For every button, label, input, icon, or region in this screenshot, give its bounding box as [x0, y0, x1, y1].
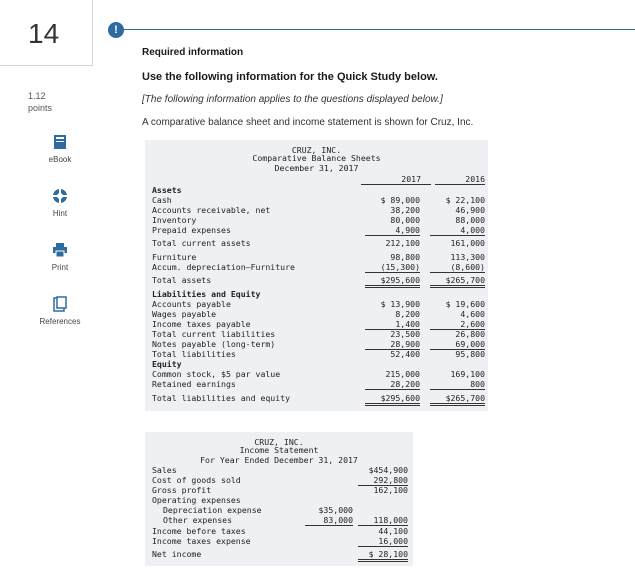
- applies-note: [The following information applies to the questions displayed below.]: [142, 94, 443, 105]
- bs-value-2016: 169,100: [450, 369, 485, 379]
- points-value: 1.12: [28, 91, 46, 101]
- is-row-label: Income before taxes: [152, 526, 246, 536]
- bs-row-label: Assets: [152, 185, 182, 195]
- bs-row-label: Cash: [152, 195, 172, 205]
- hint-button[interactable]: [24, 187, 96, 241]
- is-title: Income Statement: [239, 445, 319, 455]
- bs-value-2017: 1,400: [365, 319, 420, 330]
- bs-value-2017: 8,200: [395, 309, 420, 319]
- is-row-label: Other expenses: [163, 515, 233, 525]
- bs-value-2016: 88,000: [455, 215, 485, 225]
- bs-value-2016: 2,600: [430, 319, 485, 330]
- bs-row-label: Equity: [152, 359, 182, 369]
- ebook-label: eBook: [48, 155, 72, 164]
- is-company: CRUZ, INC.: [254, 437, 304, 447]
- bs-row-label: Total current liabilities: [152, 329, 276, 339]
- alert-icon: !: [108, 22, 124, 38]
- bs-row-label: Total assets: [152, 275, 212, 285]
- references-button[interactable]: [24, 295, 96, 349]
- is-value: 292,800: [358, 475, 408, 486]
- is-value: 118,000: [358, 515, 408, 526]
- balance-sheet: [145, 140, 488, 411]
- bs-value-2016: $ 19,600: [445, 299, 485, 309]
- is-row-label: Sales: [152, 465, 177, 475]
- bs-date: December 31, 2017: [274, 163, 359, 173]
- bs-row-label: Total liabilities: [152, 349, 236, 359]
- points-info: [28, 90, 52, 114]
- bs-col-2016: 2016: [435, 174, 485, 185]
- bs-value-2017: 212,100: [385, 238, 420, 248]
- bs-value-2016: 161,000: [450, 238, 485, 248]
- bs-value-2016: 69,000: [430, 339, 485, 350]
- income-statement: [145, 432, 413, 566]
- is-period: For Year Ended December 31, 2017: [200, 455, 358, 465]
- bs-value-2017: $295,600: [365, 275, 420, 288]
- hint-label: Hint: [52, 209, 68, 218]
- is-row-label: Cost of goods sold: [152, 475, 241, 485]
- bs-value-2017: $295,600: [365, 393, 420, 406]
- header-divider: [110, 29, 635, 30]
- bs-row-label: Accounts payable: [152, 299, 231, 309]
- bs-value-2017: 28,900: [365, 339, 420, 350]
- ebook-icon: [51, 133, 69, 151]
- bs-value-2017: 98,800: [390, 252, 420, 262]
- bs-row-label: Notes payable (long-term): [152, 339, 276, 349]
- is-row-label: Gross profit: [152, 485, 212, 495]
- bs-row-label: Common stock, $5 par value: [152, 369, 281, 379]
- bs-row-label: Liabilities and Equity: [152, 289, 261, 299]
- bs-value-2016: 113,300: [450, 252, 485, 262]
- bs-value-2017: 80,000: [390, 215, 420, 225]
- bs-value-2016: 4,000: [430, 225, 485, 236]
- print-icon: [51, 241, 69, 259]
- is-row-label: Income taxes expense: [152, 536, 251, 546]
- bs-value-2016: 4,600: [460, 309, 485, 319]
- bs-value-2016: $ 22,100: [445, 195, 485, 205]
- bs-value-2016: $265,700: [430, 393, 485, 406]
- is-value: 162,100: [373, 485, 408, 495]
- references-icon: [51, 295, 69, 313]
- is-value: $ 28,100: [358, 549, 408, 562]
- points-label: points: [28, 103, 53, 113]
- is-value: 16,000: [358, 536, 408, 547]
- bs-row-label: Wages payable: [152, 309, 217, 319]
- bs-value-2017: 52,400: [390, 349, 420, 359]
- question-number: 14: [28, 18, 60, 49]
- bs-col-2017: 2017: [361, 174, 431, 185]
- bs-row-label: Income taxes payable: [152, 319, 251, 329]
- bs-value-2016: 46,900: [455, 205, 485, 215]
- tools-rail: [24, 133, 96, 349]
- bs-row-label: Accum. depreciation—Furniture: [152, 262, 295, 272]
- bs-row-label: Accounts receivable, net: [152, 205, 271, 215]
- bs-row-label: Total liabilities and equity: [152, 393, 291, 403]
- is-value: 44,100: [378, 526, 408, 536]
- bs-value-2016: $265,700: [430, 275, 485, 288]
- bs-value-2016: (8,600): [430, 262, 485, 273]
- bs-value-2016: 800: [430, 379, 485, 390]
- ebook-button[interactable]: [24, 133, 96, 187]
- bs-title: Comparative Balance Sheets: [252, 153, 381, 163]
- bs-value-2017: 215,000: [385, 369, 420, 379]
- question-number-box: [0, 0, 93, 66]
- bs-value-2016: 95,800: [455, 349, 485, 359]
- is-row-label: Operating expenses: [152, 495, 241, 505]
- instruction-heading: Use the following information for the Quick Study below.: [142, 71, 438, 83]
- bs-row-label: Prepaid expenses: [152, 225, 231, 235]
- bs-row-label: Retained earnings: [152, 379, 236, 389]
- references-label: References: [39, 317, 81, 326]
- intro-text: A comparative balance sheet and income statement is shown for Cruz, Inc.: [142, 117, 474, 128]
- bs-row-label: Total current assets: [152, 238, 251, 248]
- is-subvalue: 83,000: [305, 515, 353, 526]
- bs-value-2017: (15,300): [365, 262, 420, 273]
- required-heading: Required information: [142, 47, 244, 58]
- is-row-label: Depreciation expense: [163, 505, 262, 515]
- bs-value-2017: 23,500: [390, 329, 420, 339]
- bs-row-label: Inventory: [152, 215, 197, 225]
- bs-value-2017: $ 13,900: [380, 299, 420, 309]
- bs-company: CRUZ, INC.: [291, 145, 342, 155]
- is-value: $454,900: [368, 465, 408, 475]
- is-row-label: Net income: [152, 549, 202, 559]
- bs-value-2017: 38,200: [390, 205, 420, 215]
- bs-value-2016: 26,800: [455, 329, 485, 339]
- print-button[interactable]: [24, 241, 96, 295]
- bs-value-2017: 28,200: [365, 379, 420, 390]
- is-subvalue: $35,000: [318, 505, 353, 515]
- print-label: Print: [51, 263, 69, 272]
- bs-value-2017: $ 89,000: [380, 195, 420, 205]
- bs-row-label: Furniture: [152, 252, 197, 262]
- bs-value-2017: 4,900: [365, 225, 420, 236]
- hint-icon: [51, 187, 69, 205]
